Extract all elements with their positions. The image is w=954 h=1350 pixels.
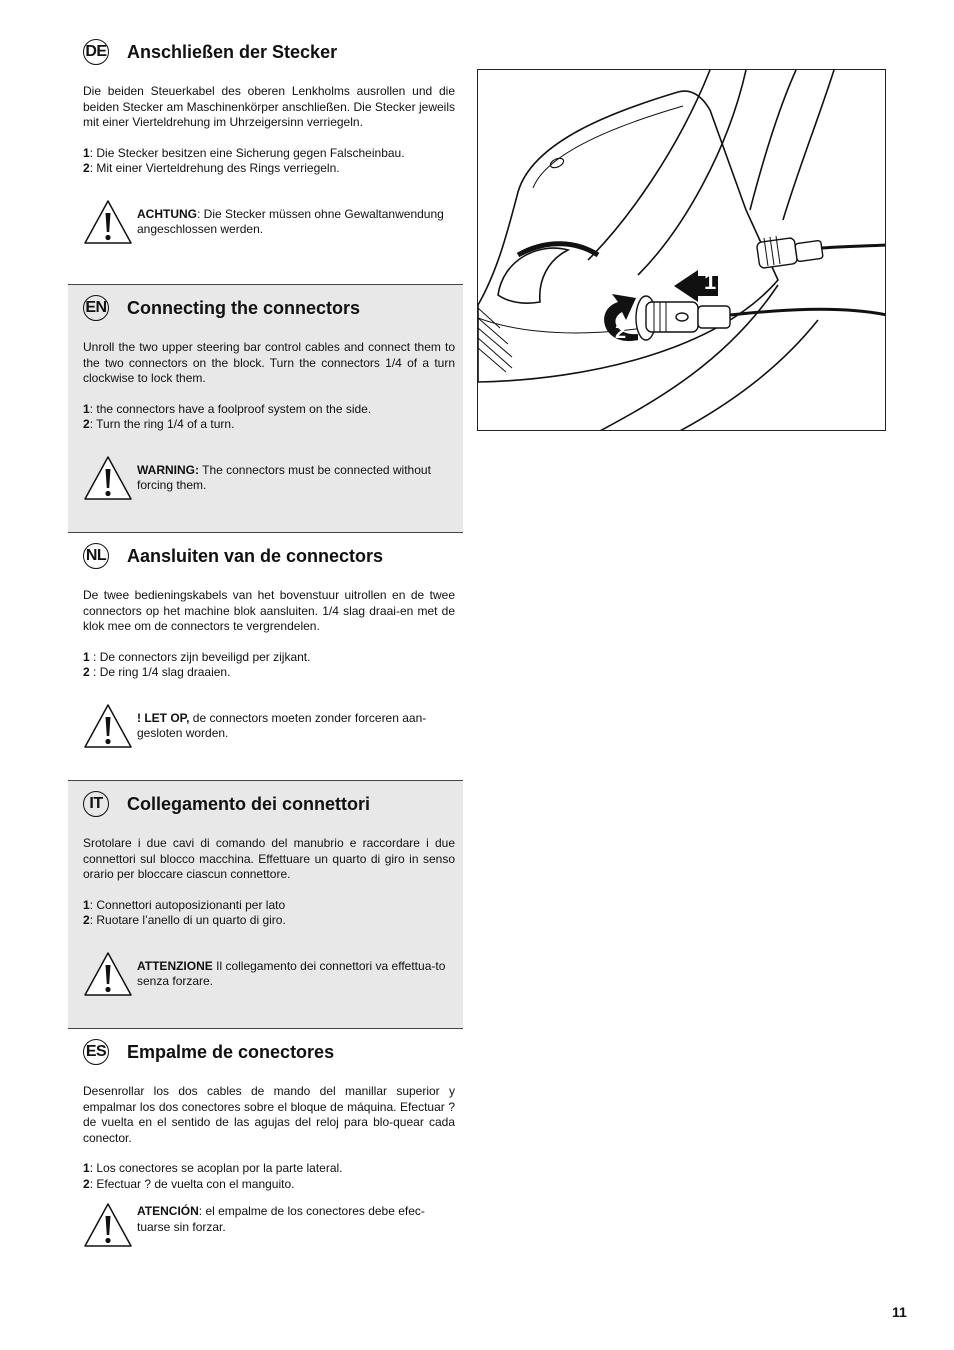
warning-box bbox=[83, 455, 455, 501]
step-list bbox=[83, 402, 455, 433]
section-title: Aansluiten van de connectors bbox=[127, 545, 384, 566]
step-2: 2: Efectuar ? de vuelta con el manguito. bbox=[83, 1176, 295, 1191]
warning-box bbox=[83, 1202, 455, 1248]
language-badge: IT bbox=[83, 791, 109, 817]
language-badge: ES bbox=[83, 1039, 109, 1065]
warning-box bbox=[83, 199, 455, 245]
step-1: 1: Connettori autoposizionanti per lato bbox=[83, 897, 286, 912]
section-title: Connecting the connectors bbox=[127, 297, 361, 318]
language-badge: DE bbox=[83, 39, 109, 65]
section-body: De twee bedieningskabels van het bovenstuur uitrollen en de twee connectors op het machine blok aansluiten. 1/4 slag draai-en met de klok mee om de connectors te vergrendelen. bbox=[83, 588, 455, 633]
warning-text: ATTENZIONE Il collegamento dei connettori va effettua-to senza forzare. bbox=[137, 958, 446, 988]
section-it bbox=[68, 780, 463, 1028]
section-heading bbox=[83, 1038, 455, 1066]
warning-text: WARNING: The connectors must be connected without forcing them. bbox=[137, 462, 431, 492]
callout-1-label: 1 bbox=[704, 269, 717, 294]
step-2: 2: Turn the ring 1/4 of a turn. bbox=[83, 417, 235, 431]
step-2: 2 : De ring 1/4 slag draaien. bbox=[83, 665, 231, 679]
step-list bbox=[83, 1161, 455, 1192]
warning-text: ATENCIÓN: el empalme de los conectores debe efec-tuarse sin forzar. bbox=[137, 1204, 425, 1234]
step-1: 1 : De connectors zijn beveiligd per zijkant. bbox=[83, 649, 311, 664]
step-list bbox=[83, 146, 455, 177]
step-2: 2: Mit einer Vierteldrehung des Rings verriegeln. bbox=[83, 161, 340, 175]
section-heading bbox=[83, 790, 455, 818]
section-heading bbox=[83, 294, 455, 322]
warning-box bbox=[83, 703, 455, 749]
step-1: 1: Die Stecker besitzen eine Sicherung gegen Falscheinbau. bbox=[83, 145, 405, 160]
step-1: 1: the connectors have a foolproof system on the side. bbox=[83, 401, 372, 416]
section-heading bbox=[83, 542, 455, 570]
step-list bbox=[83, 650, 455, 681]
step-list bbox=[83, 898, 455, 929]
warning-triangle-icon bbox=[83, 1202, 133, 1248]
section-title: Empalme de conectores bbox=[127, 1041, 335, 1062]
section-en bbox=[68, 284, 463, 532]
section-body: Desenrollar los dos cables de mando del manillar superior y empalmar los dos conectores sobre el bloque de máquina. Efectuar ? de vuelta en el sentido de las agujas del reloj para blo-quear cada conector. bbox=[83, 1084, 455, 1145]
connector-illustration bbox=[477, 69, 886, 431]
section-es bbox=[68, 1028, 463, 1268]
section-heading bbox=[83, 38, 455, 66]
warning-text: ! LET OP, de connectors moeten zonder forceren aan-gesloten worden. bbox=[137, 710, 427, 740]
warning-triangle-icon bbox=[83, 951, 133, 997]
page-number: 11 bbox=[892, 1304, 907, 1320]
callout-2-label: 2 bbox=[615, 321, 627, 343]
section-nl bbox=[68, 532, 463, 780]
warning-box bbox=[83, 951, 455, 997]
warning-triangle-icon bbox=[83, 199, 133, 245]
step-2: 2: Ruotare l’anello di un quarto di giro. bbox=[83, 913, 286, 927]
section-body: Srotolare i due cavi di comando del manubrio e raccordare i due connettori sul blocco macchina. Effettuare un quarto di giro in senso orario per bloccare ciascun connettore. bbox=[83, 836, 455, 881]
warning-triangle-icon bbox=[83, 455, 133, 501]
section-de bbox=[68, 36, 463, 284]
section-body: Die beiden Steuerkabel des oberen Lenkholms ausrollen und die beiden Stecker am Maschinenkörper anschließen. Die Stecker jeweils mit einer Vierteldrehung im Uhrzeigersinn verriegeln. bbox=[83, 84, 455, 129]
section-title: Anschließen der Stecker bbox=[127, 41, 338, 62]
section-body: Unroll the two upper steering bar control cables and connect them to the two connectors on the block. Turn the connectors 1/4 of a turn clockwise to lock them. bbox=[83, 340, 455, 385]
connector-drawing bbox=[478, 70, 886, 431]
warning-text: ACHTUNG: Die Stecker müssen ohne Gewaltanwendung angeschlossen werden. bbox=[137, 206, 444, 236]
warning-triangle-icon bbox=[83, 703, 133, 749]
language-badge: EN bbox=[83, 295, 109, 321]
section-title: Collegamento dei connettori bbox=[127, 793, 371, 814]
step-1: 1: Los conectores se acoplan por la parte lateral. bbox=[83, 1161, 343, 1175]
language-badge: NL bbox=[83, 543, 109, 569]
